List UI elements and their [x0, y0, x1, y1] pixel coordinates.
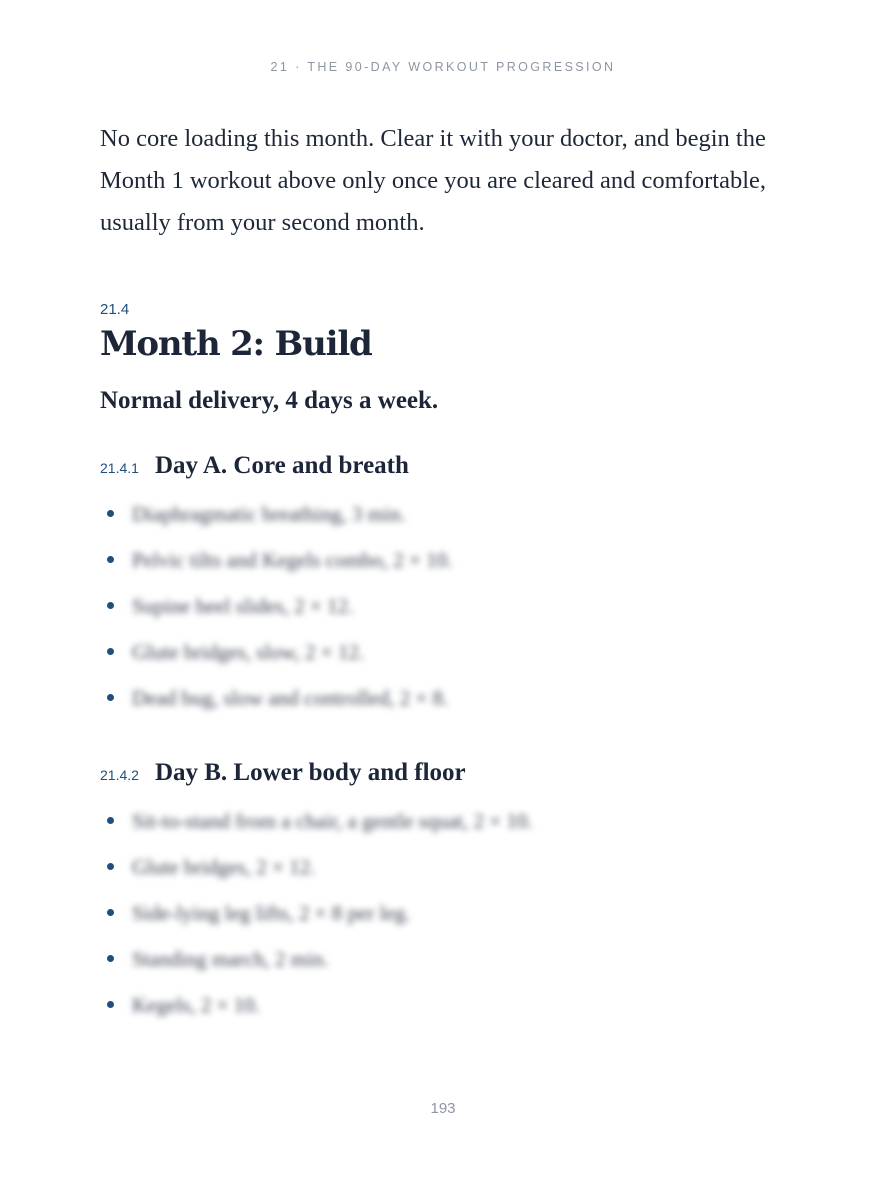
section-subtitle: Normal delivery, 4 days a week.	[100, 387, 439, 414]
subsection-day-a	[100, 452, 780, 721]
bullet-icon	[107, 863, 114, 870]
list-item	[100, 675, 780, 721]
section-month-2	[100, 301, 780, 1028]
list-item	[100, 936, 780, 982]
list-item-text: Pelvic tilts and Kegels combo, 2 × 10.	[132, 548, 453, 572]
list-item	[100, 629, 780, 675]
subsection-number: 21.4.1	[100, 460, 139, 476]
list-item	[100, 844, 780, 890]
bullet-icon	[107, 955, 114, 962]
list-item	[100, 583, 780, 629]
bullet-icon	[107, 909, 114, 916]
bullet-icon	[107, 817, 114, 824]
bullet-icon	[107, 602, 114, 609]
running-header: 21 · THE 90-DAY WORKOUT PROGRESSION	[270, 60, 616, 74]
section-title: Month 2: Build	[100, 324, 372, 364]
list-item	[100, 491, 780, 537]
bullet-icon	[107, 556, 114, 563]
exercise-list	[100, 491, 780, 721]
list-item	[100, 982, 780, 1028]
list-item-text: Side-lying leg lifts, 2 × 8 per leg.	[132, 901, 411, 925]
list-item-text: Kegels, 2 × 10.	[132, 993, 260, 1017]
subsection-day-b	[100, 759, 780, 1028]
list-item-text: Dead bug, slow and controlled, 2 × 8.	[132, 686, 449, 710]
list-item	[100, 890, 780, 936]
subsection-heading	[100, 759, 780, 787]
list-item-text: Glute bridges, 2 × 12.	[132, 855, 316, 879]
bullet-icon	[107, 648, 114, 655]
list-item-text: Glute bridges, slow, 2 × 12.	[132, 640, 365, 664]
list-item-text: Standing march, 2 min.	[132, 947, 329, 971]
subsection-title: Day A. Core and breath	[154, 452, 409, 479]
page-number: 193	[430, 1100, 456, 1117]
list-item	[100, 537, 780, 583]
list-item-text: Diaphragmatic breathing, 3 min.	[132, 502, 406, 526]
list-item	[100, 798, 780, 844]
exercise-list	[100, 798, 780, 1028]
page-content	[100, 118, 780, 1028]
intro-paragraph: No core loading this month. Clear it with your doctor, and begin the Month 1 workout above only once you are cleared and comfortable, usually from your second month.	[100, 125, 767, 236]
list-item-text: Sit-to-stand from a chair, a gentle squat, 2 × 10.	[132, 809, 533, 833]
section-number: 21.4	[100, 301, 130, 318]
subsection-heading	[100, 452, 780, 480]
subsection-title: Day B. Lower body and floor	[154, 759, 466, 786]
bullet-icon	[107, 1001, 114, 1008]
bullet-icon	[107, 510, 114, 517]
subsection-number: 21.4.2	[100, 767, 139, 783]
list-item-text: Supine heel slides, 2 × 12.	[132, 594, 354, 618]
bullet-icon	[107, 694, 114, 701]
